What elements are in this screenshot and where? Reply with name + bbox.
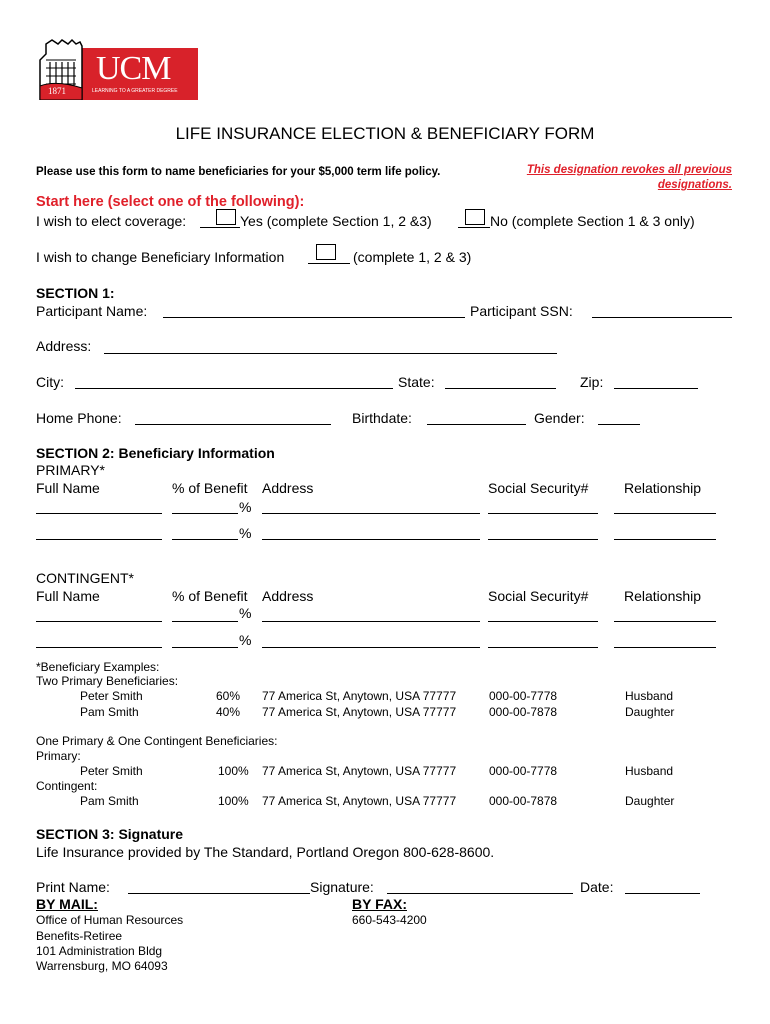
section2-heading: SECTION 2: Beneficiary Information (36, 445, 275, 461)
examples-one-each: One Primary & One Contingent Beneficiaries: (36, 734, 278, 748)
contingent2-name-input[interactable] (36, 633, 162, 648)
logo-year: 1871 (48, 86, 66, 96)
participant-ssn-input[interactable] (592, 303, 732, 318)
city-label: City: (36, 374, 64, 390)
primary1-address-input[interactable] (262, 499, 480, 514)
examples-contingent-label: Contingent: (36, 779, 98, 793)
col-percent-benefit: % of Benefit (172, 480, 248, 496)
example-pct: 100% (218, 794, 249, 808)
logo-brand: UCM (96, 50, 171, 87)
zip-input[interactable] (614, 374, 698, 389)
contingent2-ssn-input[interactable] (488, 633, 598, 648)
mail-line-1: Office of Human Resources (36, 913, 184, 927)
percent-sign: % (239, 499, 252, 515)
zip-label: Zip: (580, 374, 604, 390)
example-address: 77 America St, Anytown, USA 77777 (262, 794, 457, 808)
revocation-note-2: designations. (657, 179, 732, 191)
example-ssn: 000-00-7878 (489, 705, 558, 719)
example-relationship: Husband (625, 764, 674, 778)
example-name: Pam Smith (80, 705, 139, 719)
ucm-logo (36, 36, 198, 100)
examples-two-primary: Two Primary Beneficiaries: (36, 674, 179, 688)
state-label: State: (398, 374, 435, 390)
primary2-relationship-input[interactable] (614, 525, 716, 540)
address-label: Address: (36, 338, 92, 354)
examples-primary-label: Primary: (36, 749, 81, 763)
col-address: Address (262, 480, 314, 496)
example-relationship: Husband (625, 689, 674, 703)
contingent1-name-input[interactable] (36, 607, 162, 622)
print-name-input[interactable] (128, 879, 310, 894)
example-name: Pam Smith (80, 794, 139, 808)
revocation-note-1: This designation revokes all previous (526, 164, 732, 176)
change-beneficiary-note: (complete 1, 2 & 3) (353, 249, 472, 265)
participant-name-input[interactable] (163, 303, 465, 318)
primary2-address-input[interactable] (262, 525, 480, 540)
example-relationship: Daughter (625, 705, 675, 719)
home-phone-label: Home Phone: (36, 410, 122, 426)
example-pct: 100% (218, 764, 249, 778)
example-ssn: 000-00-7878 (489, 794, 558, 808)
signature-input[interactable] (387, 879, 573, 894)
mail-line-2: Benefits-Retiree (36, 929, 123, 943)
percent-sign: % (239, 525, 252, 541)
mail-line-3: 101 Administration Bldg (36, 944, 163, 958)
contingent2-pct-input[interactable] (172, 633, 238, 648)
contingent2-address-input[interactable] (262, 633, 480, 648)
primary1-pct-input[interactable] (172, 499, 238, 514)
example-name: Peter Smith (80, 689, 143, 703)
percent-sign: % (239, 605, 252, 621)
primary1-name-input[interactable] (36, 499, 162, 514)
address-input[interactable] (104, 339, 557, 354)
col-ssn: Social Security# (488, 588, 589, 604)
example-pct: 40% (216, 705, 241, 719)
primary2-ssn-input[interactable] (488, 525, 598, 540)
birthdate-input[interactable] (427, 410, 526, 425)
underline (200, 227, 240, 228)
contingent1-pct-input[interactable] (172, 607, 238, 622)
elect-yes-label: Yes (complete Section 1, 2 &3) (240, 213, 432, 229)
participant-name-label: Participant Name: (36, 303, 148, 319)
example-address: 77 America St, Anytown, USA 77777 (262, 689, 457, 703)
change-beneficiary-checkbox[interactable] (316, 244, 336, 260)
contingent1-address-input[interactable] (262, 607, 480, 622)
elect-yes-checkbox[interactable] (216, 209, 236, 225)
elect-coverage-label: I wish to elect coverage: (36, 213, 187, 229)
provider-text: Life Insurance provided by The Standard, Portland Oregon 800-628-8600. (36, 844, 495, 860)
example-name: Peter Smith (80, 764, 143, 778)
primary1-relationship-input[interactable] (614, 499, 716, 514)
example-ssn: 000-00-7778 (489, 764, 558, 778)
primary1-ssn-input[interactable] (488, 499, 598, 514)
example-address: 77 America St, Anytown, USA 77777 (262, 705, 457, 719)
date-label: Date: (580, 879, 614, 895)
col-full-name: Full Name (36, 480, 100, 496)
section3-heading: SECTION 3: Signature (36, 826, 184, 842)
example-ssn: 000-00-7778 (489, 689, 558, 703)
col-percent-benefit: % of Benefit (172, 588, 248, 604)
contingent-label: CONTINGENT* (36, 570, 134, 586)
section1-heading: SECTION 1: (36, 285, 115, 301)
home-phone-input[interactable] (135, 410, 331, 425)
logo-tagline: LEARNING TO A GREATER DEGREE (92, 88, 178, 94)
contingent1-ssn-input[interactable] (488, 607, 598, 622)
birthdate-label: Birthdate: (352, 410, 412, 426)
form-title: LIFE INSURANCE ELECTION & BENEFICIARY FORM (175, 124, 595, 143)
underline (458, 227, 490, 228)
elect-no-label: No (complete Section 1 & 3 only) (490, 213, 695, 229)
fax-number: 660-543-4200 (352, 913, 427, 927)
mail-line-4: Warrensburg, MO 64093 (36, 959, 168, 973)
col-relationship: Relationship (624, 480, 702, 496)
col-ssn: Social Security# (488, 480, 589, 496)
example-relationship: Daughter (625, 794, 675, 808)
gender-label: Gender: (534, 410, 585, 426)
percent-sign: % (239, 632, 252, 648)
gender-input[interactable] (598, 410, 640, 425)
state-input[interactable] (445, 374, 556, 389)
example-address: 77 America St, Anytown, USA 77777 (262, 764, 457, 778)
primary-label: PRIMARY* (36, 462, 105, 478)
col-relationship: Relationship (624, 588, 702, 604)
col-address: Address (262, 588, 314, 604)
col-full-name: Full Name (36, 588, 100, 604)
by-fax-heading: BY FAX: (352, 896, 407, 912)
contingent1-relationship-input[interactable] (614, 607, 716, 622)
by-mail-heading: BY MAIL: (36, 896, 98, 912)
signature-label: Signature: (310, 879, 374, 895)
primary2-pct-input[interactable] (172, 525, 238, 540)
contingent2-relationship-input[interactable] (614, 633, 716, 648)
examples-title: *Beneficiary Examples: (36, 660, 160, 674)
instruction-text: Please use this form to name beneficiaries for your $5,000 term life policy. (36, 166, 441, 178)
example-pct: 60% (216, 689, 241, 703)
print-name-label: Print Name: (36, 879, 110, 895)
underline (308, 263, 350, 264)
change-beneficiary-label: I wish to change Beneficiary Information (36, 249, 285, 265)
start-here-heading: Start here (select one of the following): (36, 194, 305, 210)
primary2-name-input[interactable] (36, 525, 162, 540)
date-input[interactable] (625, 879, 700, 894)
elect-no-checkbox[interactable] (465, 209, 485, 225)
participant-ssn-label: Participant SSN: (470, 303, 573, 319)
city-input[interactable] (75, 374, 393, 389)
